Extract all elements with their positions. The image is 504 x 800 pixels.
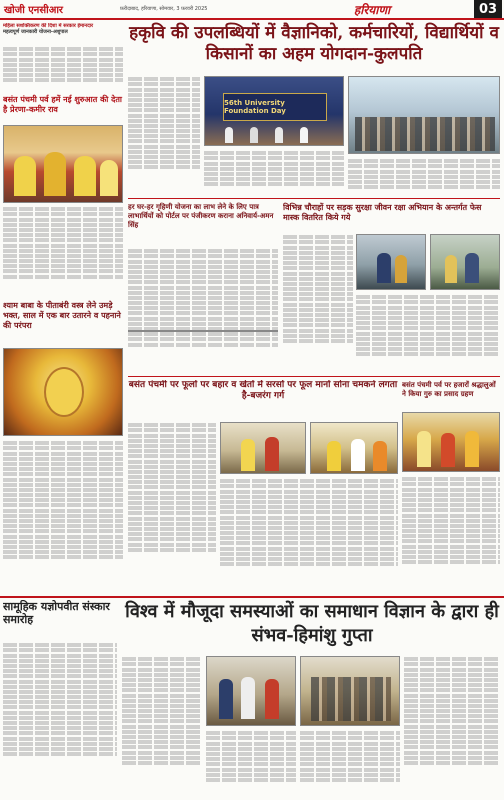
section-divider-2	[128, 376, 500, 377]
left-story2-headline: श्याम बाबा के पीताबंरी वस्त्र लेने उमड़े भक्त, साल में एक बार उतारने व पहनाने की परंपरा	[3, 300, 121, 330]
right-story-photo-2	[430, 234, 500, 290]
basant-right-body	[402, 476, 500, 592]
lead-headline: हकृवि की उपलब्धियों में वैज्ञानिको, कर्मचारियों, विद्यार्थियों व किसानों का अहम योगदान-कुलपति	[129, 23, 499, 64]
basant-body-1	[128, 422, 216, 592]
left-story1-headline: बसंत पंचमी पर्व हमें नई शुरुआत की देता है प्रेरणा-कमीर राव	[3, 94, 122, 114]
bottom-photo-2	[300, 656, 400, 726]
bottom-left-headline-box: सामूहिक यज्ञोपवीत संस्कार समारोह	[3, 600, 110, 626]
kicker-line1: महिला सशक्तिकरण की दिशा में सरकार ईमानदार	[3, 23, 94, 29]
mid-story-headline-box: हर घर-हर गृहिणी योजना का लाभ लेने के लिए पात्र लाभार्थियों को पोर्टल पर पंजीकरण कराना अनिवार्य-अमन सिंह	[128, 202, 274, 229]
left-body-3	[3, 440, 123, 590]
bottom-body-3	[300, 730, 400, 794]
bottom-photo-1	[206, 656, 296, 726]
left-body-1	[3, 46, 123, 92]
basant-right-photo	[402, 412, 500, 472]
paper-name: खोजी एनसीआर	[4, 5, 64, 16]
right-story-photo-1	[356, 234, 426, 290]
right-story-headline-box: विभिन्न चौराहों पर सड़क सुरक्षा जीवन रक्षा अभियान के अन्तर्गत फेस मास्क वितरित किये गये	[283, 202, 482, 222]
lead-body-3	[348, 158, 500, 196]
basant-headline-box: बसंत पंचमी पर फूलों पर बहार व खेतों में सरसों पर फूल मानों सोना चमकने लगता है-बजरंग गर्ग	[128, 380, 398, 401]
date-line: फ़रीदाबाद, हरियाणा, सोमवार, 3 फ़रवरी 2025	[120, 6, 208, 12]
left-story1-photo	[3, 125, 123, 203]
kicker-line2: महत्वपूर्ण जानकारी योजना-अशुपाल	[3, 29, 68, 35]
bottom-headline: विश्व में मौजूदा समस्याओं का समाधान विज्ञान के द्वारा ही संभव-हिमांशु गुप्ता	[125, 601, 499, 646]
bottom-body-1	[122, 656, 202, 794]
section-divider	[128, 198, 500, 199]
lead-photo-audience	[348, 76, 500, 154]
left-story2-photo	[3, 348, 123, 436]
page-number: 03	[474, 0, 502, 18]
lead-photo-banner	[204, 76, 344, 146]
right-story-body-1	[283, 234, 353, 374]
basant-photo-1	[220, 422, 306, 474]
basant-photo-2	[310, 422, 398, 474]
bottom-body-2	[206, 730, 296, 794]
banner-text: 56th University Foundation Day	[224, 99, 286, 115]
section-title: हरियाणा	[353, 2, 391, 17]
left-body-2	[3, 206, 123, 296]
mid-story-body	[128, 248, 278, 370]
right-story-body-2	[356, 294, 500, 374]
bottom-left-body	[3, 642, 117, 792]
left-kicker	[3, 23, 123, 45]
masthead	[0, 0, 504, 20]
basant-right-headline-box: बसंत पंचमी पर्व पर हजारों श्रद्धालुओं ने किया गुरु का प्रसाद ग्रहण	[402, 380, 496, 398]
lead-body-2	[204, 150, 344, 196]
bottom-body-4	[404, 656, 500, 794]
basant-body-2	[220, 478, 398, 592]
lead-body-1	[128, 76, 200, 196]
bottom-rule	[0, 596, 504, 598]
mid-spacer	[128, 330, 278, 332]
